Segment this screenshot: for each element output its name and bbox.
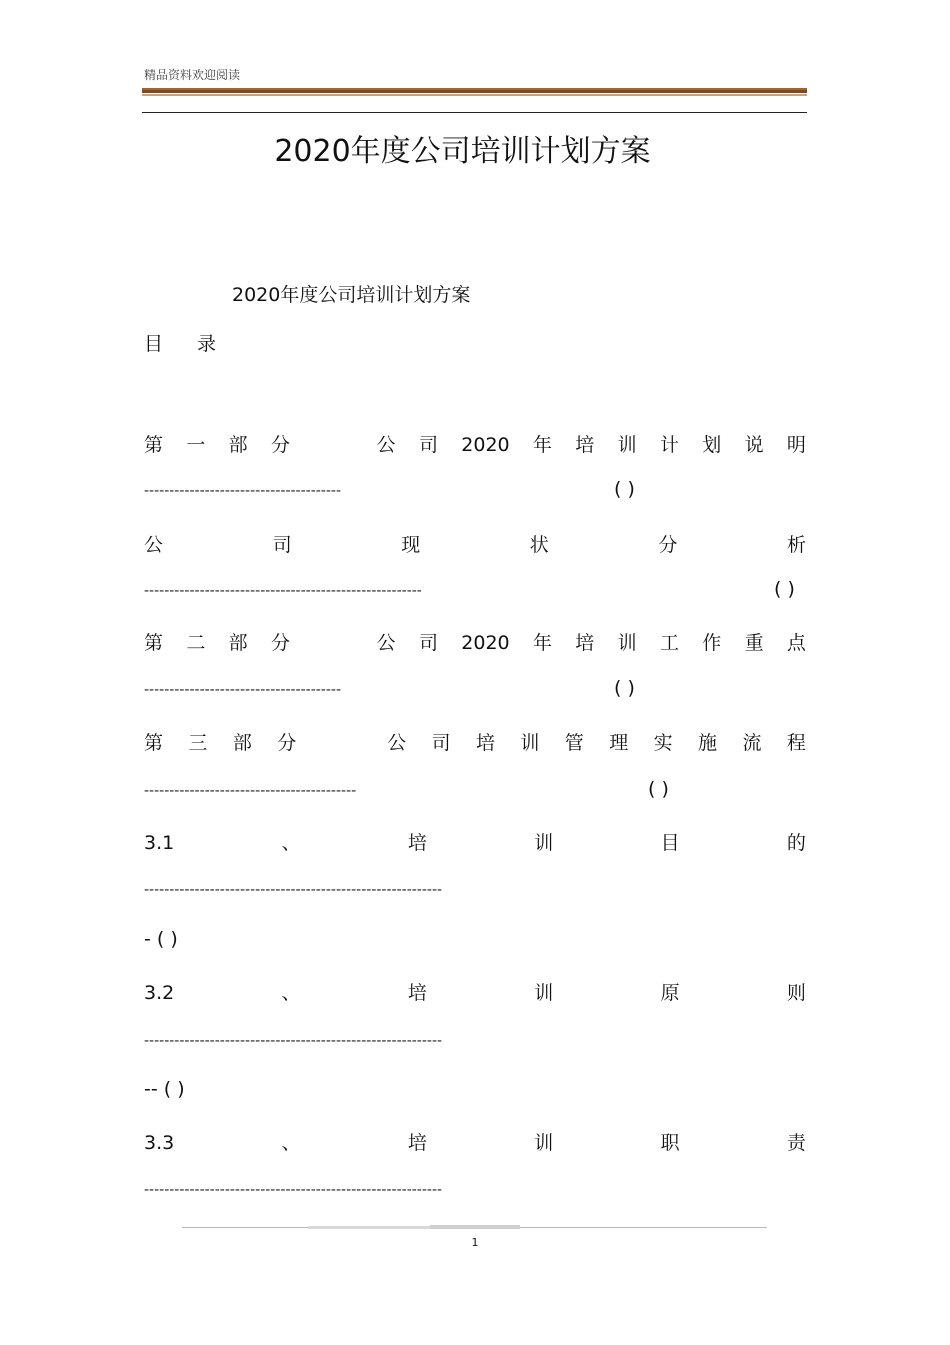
document-title: 2020年度公司培训计划方案 [274, 134, 651, 169]
toc-page-ref: ( ) [648, 778, 669, 800]
toc-entry-part1[interactable] [144, 430, 806, 457]
toc-char: 公 [144, 534, 164, 556]
toc-char: 训 [520, 732, 540, 754]
toc-char: 第 [144, 732, 164, 754]
toc-char: 二 [186, 632, 206, 654]
toc-char: 训 [617, 632, 637, 654]
toc-char: 程 [786, 732, 806, 754]
toc-char: 训 [534, 982, 554, 1004]
toc-entry-analysis[interactable] [144, 530, 806, 557]
toc-entry-part2[interactable] [144, 628, 806, 655]
toc-leader: ----------------------------------------------------------- [144, 882, 443, 898]
toc-char: 2020 [461, 434, 510, 456]
toc-char: 分 [270, 434, 290, 456]
toc-char: 训 [534, 1132, 554, 1154]
page-number: 1 [471, 1236, 479, 1249]
toc-char: 分 [270, 632, 290, 654]
toc-char: 的 [786, 832, 806, 854]
header-label: 精品资料欢迎阅读 [144, 68, 241, 82]
toc-char: 部 [228, 434, 248, 456]
toc-char: 培 [475, 732, 495, 754]
header-band-middle [142, 90, 807, 93]
toc-char: 三 [188, 732, 208, 754]
toc-char: 部 [228, 632, 248, 654]
toc-char: 计 [659, 434, 679, 456]
toc-leader: ------------------------------------------ [144, 783, 357, 799]
toc-heading-char: 目 [144, 333, 164, 355]
header-rule [142, 112, 807, 113]
toc-char: 第 [144, 434, 164, 456]
toc-char: 原 [660, 982, 680, 1004]
toc-char: 、 [281, 982, 301, 1004]
toc-page-ref: ( ) [774, 578, 795, 600]
toc-char: 公 [376, 434, 396, 456]
toc-char: 点 [786, 632, 806, 654]
toc-char: 3.3 [144, 1132, 175, 1154]
toc-char: 3.1 [144, 832, 175, 854]
toc-char: 司 [418, 632, 438, 654]
toc-char: 训 [617, 434, 637, 456]
toc-char: 实 [653, 732, 673, 754]
toc-char: 第 [144, 632, 164, 654]
toc-char: 现 [401, 534, 421, 556]
toc-char: 公 [376, 632, 396, 654]
toc-char: 析 [786, 534, 806, 556]
toc-char: 施 [698, 732, 718, 754]
toc-entry-3-3[interactable] [144, 1128, 806, 1155]
toc-leader: --------------------------------------- [144, 682, 342, 698]
toc-entry-part3[interactable] [144, 728, 806, 755]
toc-leader: --------------------------------------- [144, 483, 342, 499]
toc-char: 划 [702, 434, 722, 456]
toc-char: 说 [744, 434, 764, 456]
toc-char: 理 [609, 732, 629, 754]
toc-leader: ----------------------------------------------------------- [144, 1182, 443, 1198]
toc-char: 部 [232, 732, 252, 754]
toc-char: 明 [786, 434, 806, 456]
toc-char: 2020 [461, 632, 510, 654]
toc-char: 司 [418, 434, 438, 456]
footer-rule-shade [308, 1226, 448, 1229]
toc-char: 状 [529, 534, 549, 556]
toc-char: 训 [534, 832, 554, 854]
toc-char: 流 [742, 732, 762, 754]
toc-char: 3.2 [144, 982, 175, 1004]
toc-page-ref: -- ( ) [144, 1078, 185, 1100]
toc-char: 培 [575, 434, 595, 456]
header-band-bottom [142, 94, 807, 96]
toc-char: 职 [660, 1132, 680, 1154]
toc-entry-3-2[interactable] [144, 978, 806, 1005]
toc-page-ref: ( ) [614, 677, 635, 699]
toc-entry-3-1[interactable] [144, 828, 806, 855]
toc-char: 工 [659, 632, 679, 654]
toc-char: 年 [532, 434, 552, 456]
toc-char: 一 [186, 434, 206, 456]
toc-heading-char: 录 [197, 333, 217, 355]
toc-char: 培 [407, 832, 427, 854]
toc-char: 重 [744, 632, 764, 654]
toc-char: 年 [532, 632, 552, 654]
document-subtitle: 2020年度公司培训计划方案 [232, 284, 471, 306]
toc-char: 责 [786, 1132, 806, 1154]
toc-char: 分 [277, 732, 297, 754]
toc-leader: ----------------------------------------------------------- [144, 1033, 443, 1049]
toc-char: 作 [702, 632, 722, 654]
toc-char: 、 [281, 1132, 301, 1154]
toc-char: 分 [658, 534, 678, 556]
footer-rule-shade [430, 1225, 520, 1229]
toc-char: 公 [387, 732, 407, 754]
toc-char: 、 [281, 832, 301, 854]
toc-char: 司 [431, 732, 451, 754]
toc-char: 目 [660, 832, 680, 854]
toc-char: 司 [272, 534, 292, 556]
toc-char: 管 [564, 732, 584, 754]
toc-page-ref: - ( ) [144, 928, 178, 950]
toc-char: 培 [575, 632, 595, 654]
toc-heading [144, 329, 216, 356]
toc-leader: ------------------------------------------------------- [144, 583, 422, 599]
toc-char: 培 [407, 982, 427, 1004]
toc-char: 则 [786, 982, 806, 1004]
toc-char: 培 [407, 1132, 427, 1154]
toc-page-ref: ( ) [614, 478, 635, 500]
